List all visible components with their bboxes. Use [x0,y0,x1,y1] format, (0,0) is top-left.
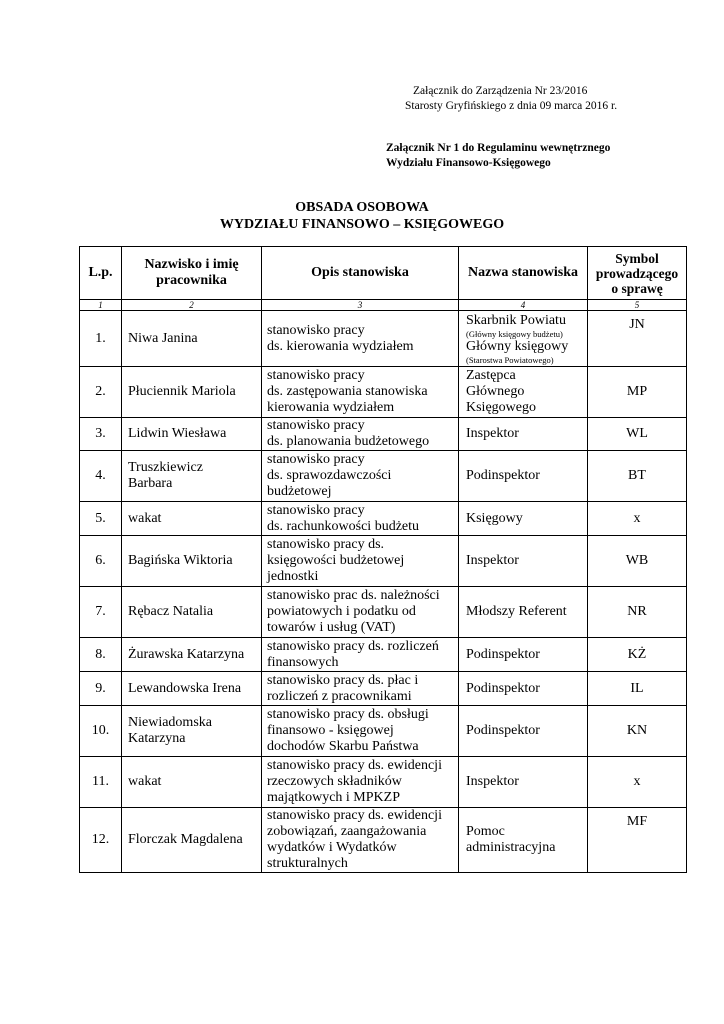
cell-lp: 11. [80,757,122,808]
cell-position-description [262,638,459,672]
cell-line: stanowisko pracy ds. [267,537,385,552]
cell-lp: 8. [80,638,122,672]
cell-position-description [262,311,459,367]
cell-line: stanowisko pracy [267,452,365,467]
cell-symbol: BT [588,451,687,502]
cell-position-description [262,502,459,536]
cell-position-name [459,808,588,873]
cell-line: strukturalnych [267,856,348,871]
cell-employee-name [122,672,262,706]
table-row [80,808,687,873]
cell-position-name [459,502,588,536]
cell-symbol: JN [588,311,687,367]
attachment-line-2: Starosty Gryfińskiego z dnia 09 marca 2016 r. [405,100,618,112]
cell-line: dochodów Skarbu Państwa [267,739,419,754]
cell-lp: 4. [80,451,122,502]
cell-lp: 7. [80,587,122,638]
table-row [80,502,687,536]
cell-position-name [459,418,588,451]
cell-line: majątkowych i MPKZP [267,790,400,805]
cell-line: ds. sprawozdawczości [267,468,392,483]
cell-line: wydatków i Wydatków [267,840,397,855]
cell-lp: 1. [80,311,122,367]
cell-line: Florczak Magdalena [128,832,243,847]
cell-employee-name [122,587,262,638]
cell-line: Zastępca [466,368,516,383]
header-name-line-2: pracownika [156,273,227,288]
header-symbol-line-1: Symbol [615,250,659,266]
regulation-line-2: Wydziału Finansowo-Księgowego [386,157,551,169]
table-row [80,451,687,502]
cell-line: kierowania wydziałem [267,400,395,415]
cell-line: stanowisko pracy [267,418,365,433]
cell-symbol: NR [588,587,687,638]
table-row [80,638,687,672]
cell-line: Inspektor [466,426,519,441]
header-name-line-1: Nazwisko i imię [144,257,239,272]
cell-line: stanowisko pracy [267,322,365,338]
cell-line: (Główny księgowy budżetu) [466,328,563,339]
cell-employee-name [122,638,262,672]
cell-line: stanowisko pracy ds. obsługi [267,707,429,722]
cell-line: jednostki [267,569,319,584]
cell-position-description [262,706,459,757]
cell-line: wakat [128,774,162,789]
column-index: 4 [459,300,588,311]
cell-position-name [459,451,588,502]
cell-lp: 2. [80,367,122,418]
cell-line: Skarbnik Powiatu [466,312,566,328]
cell-line: stanowisko pracy [267,502,365,518]
column-index: 3 [262,300,459,311]
header-symbol-line-2: prowadzącego [595,265,679,281]
cell-employee-name [122,451,262,502]
cell-position-name [459,757,588,808]
cell-line: Podinspektor [466,646,540,662]
cell-line: zobowiązań, zaangażowania [267,824,427,839]
cell-line: stanowisko pracy ds. ewidencji [267,808,442,823]
cell-line: Księgowego [466,400,536,415]
header-lp: L.p. [80,247,122,300]
cell-symbol: KŻ [588,638,687,672]
column-index: 2 [122,300,262,311]
cell-lp: 6. [80,536,122,587]
table-row [80,311,687,367]
cell-line: powiatowych i podatku od [267,604,416,619]
cell-position-name [459,587,588,638]
cell-line: Księgowy [466,510,523,526]
cell-line: Barbara [128,476,173,491]
cell-employee-name [122,502,262,536]
header-nazwa: Nazwa stanowiska [459,247,588,300]
cell-symbol: MF [588,808,687,873]
cell-line: Bagińska Wiktoria [128,553,233,568]
table-row [80,587,687,638]
table-row [80,367,687,418]
column-index: 5 [588,300,687,311]
cell-line: Inspektor [466,553,519,568]
cell-symbol: WB [588,536,687,587]
cell-line: stanowisko pracy [267,368,365,383]
cell-line: księgowości budżetowej [267,553,405,568]
cell-line: administracyjna [466,840,556,855]
cell-symbol: x [588,502,687,536]
cell-employee-name [122,418,262,451]
header-opis: Opis stanowiska [262,247,459,300]
attachment-line-1: Załącznik do Zarządzenia Nr 23/2016 [413,85,588,97]
cell-position-description [262,367,459,418]
cell-position-description [262,587,459,638]
cell-line: Truszkiewicz [128,460,203,475]
cell-line: Pomoc [466,824,505,839]
table-row [80,418,687,451]
cell-position-name [459,311,588,367]
table-header-row [80,247,687,300]
cell-line: stanowisko pracy ds. ewidencji [267,758,442,773]
cell-line: Podinspektor [466,723,540,738]
cell-line: ds. planowania budżetowego [267,434,430,449]
cell-employee-name [122,311,262,367]
table-row [80,672,687,706]
cell-line: stanowisko prac ds. należności [267,588,440,603]
cell-symbol: IL [588,672,687,706]
regulation-header [386,141,610,171]
cell-line: Inspektor [466,774,519,789]
header-symbol-line-3: o sprawę [611,280,663,296]
document-title [0,199,724,233]
cell-position-name [459,672,588,706]
cell-line: Lewandowska Irena [128,680,242,696]
cell-line: rzeczowych składników [267,774,402,789]
regulation-line-1: Załącznik Nr 1 do Regulaminu wewnętrznego [386,142,611,154]
cell-symbol: WL [588,418,687,451]
title-line-1: OBSADA OSOBOWA [295,200,429,215]
cell-lp: 5. [80,502,122,536]
cell-employee-name [122,367,262,418]
header-symbol [588,247,687,300]
cell-line: Lidwin Wiesława [128,426,227,441]
cell-line: Podinspektor [466,680,540,696]
cell-employee-name [122,757,262,808]
header-name [122,247,262,300]
cell-position-name [459,367,588,418]
cell-line: Żurawska Katarzyna [128,646,245,662]
cell-position-description [262,672,459,706]
cell-line: Młodszy Referent [466,604,567,619]
cell-position-description [262,418,459,451]
cell-symbol: MP [588,367,687,418]
cell-symbol: KN [588,706,687,757]
attachment-header [405,84,617,114]
title-line-2: WYDZIAŁU FINANSOWO – KSIĘGOWEGO [219,217,505,232]
cell-line: rozliczeń z pracownikami [267,688,412,704]
cell-lp: 10. [80,706,122,757]
cell-position-name [459,638,588,672]
cell-position-name [459,536,588,587]
cell-line: Katarzyna [128,731,186,746]
cell-line: budżetowej [267,484,332,499]
cell-line: Płuciennik Mariola [128,384,236,399]
cell-line: Rębacz Natalia [128,604,214,619]
cell-line: Podinspektor [466,468,540,483]
table-row [80,757,687,808]
table-row [80,706,687,757]
cell-employee-name [122,706,262,757]
cell-line: Niwa Janina [128,330,198,346]
cell-position-description [262,451,459,502]
cell-line: towarów i usług (VAT) [267,620,396,635]
cell-line: Niewiadomska [128,715,212,730]
cell-line: ds. zastępowania stanowiska [267,384,428,399]
cell-position-description [262,757,459,808]
cell-symbol: x [588,757,687,808]
column-index-row [80,300,687,311]
staff-table [79,246,687,873]
cell-line: ds. kierowania wydziałem [267,338,414,354]
cell-line: finansowych [267,654,339,670]
cell-position-name [459,706,588,757]
cell-line: Głównego [466,384,525,399]
cell-line: (Starostwa Powiatowego) [466,354,554,365]
column-index: 1 [80,300,122,311]
cell-line: stanowisko pracy ds. płac i [267,672,419,688]
cell-position-description [262,808,459,873]
cell-employee-name [122,808,262,873]
cell-lp: 12. [80,808,122,873]
cell-lp: 9. [80,672,122,706]
cell-lp: 3. [80,418,122,451]
cell-line: wakat [128,510,162,526]
cell-employee-name [122,536,262,587]
cell-line: finansowo - księgowej [267,723,394,738]
cell-line: ds. rachunkowości budżetu [267,518,420,534]
table-row [80,536,687,587]
cell-position-description [262,536,459,587]
cell-line: stanowisko pracy ds. rozliczeń [267,638,439,654]
cell-line: Główny księgowy [466,338,569,354]
